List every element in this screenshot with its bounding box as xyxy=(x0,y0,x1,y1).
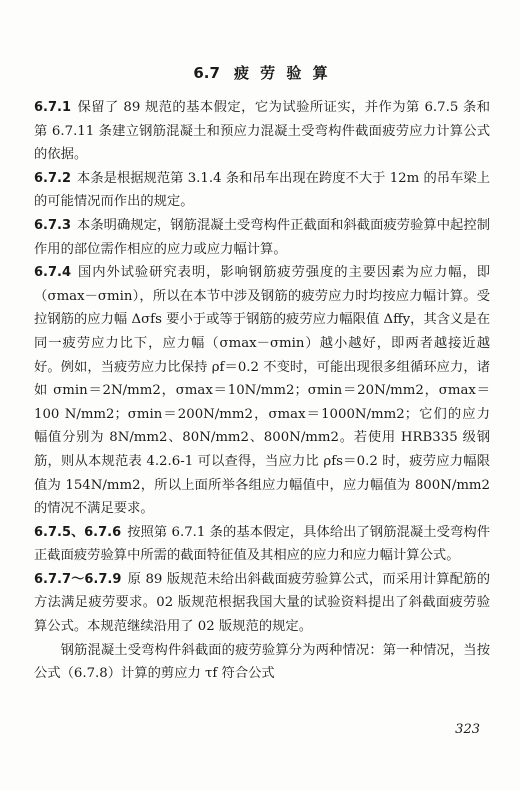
clause-number: 6.7.5、6.7.6 xyxy=(34,524,122,540)
body-text xyxy=(34,96,490,686)
paragraph xyxy=(34,96,490,167)
paragraph xyxy=(34,639,490,686)
clause-number: 6.7.2 xyxy=(34,170,72,186)
page-number: 323 xyxy=(455,722,480,737)
clause-number: 6.7.4 xyxy=(34,265,72,281)
paragraph-text: 保留了 89 规范的基本假定，它为试验所证实，并作为第 6.7.5 条和第 6.7.11 条建立钢筋混凝土和预应力混凝土受弯构件截面疲劳应力计算公式的依据。 xyxy=(34,100,490,163)
section-heading xyxy=(34,62,490,83)
clause-number: 6.7.7～6.7.9 xyxy=(34,571,122,587)
paragraph xyxy=(34,167,490,214)
paragraph xyxy=(34,214,490,261)
paragraph-text: 本条明确规定，钢筋混凝土受弯构件正截面和斜截面疲劳验算中起控制作用的部位需作相应的应力或应力幅计算。 xyxy=(34,217,490,257)
paragraph xyxy=(34,261,490,521)
paragraph xyxy=(34,521,490,568)
paragraph-text: 按照第 6.7.1 条的基本假定，具体给出了钢筋混凝土受弯构件正截面疲劳验算中所需的截面特征值及其相应的应力和应力幅计算公式。 xyxy=(34,524,490,564)
paragraph-text: 本条是根据规范第 3.1.4 条和吊车出现在跨度不大于 12m 的吊车梁上的可能情况而作出的规定。 xyxy=(34,170,490,210)
section-title: 疲 劳 验 算 xyxy=(233,64,331,82)
clause-number: 6.7.1 xyxy=(34,100,72,115)
paragraph-text: 国内外试验研究表明，影响钢筋疲劳强度的主要因素为应力幅，即（σmax－σmin），所以在本节中涉及钢筋的疲劳应力时均按应力幅计算。受拉钢筋的应力幅 Δσfs 要小于或等于钢筋的疲劳应力幅限值 Δffy，其含义是在同一疲劳应力比下，应力幅（σmax－σmin）越小越好，即两者越接近越好。例如，当疲劳应力比保持 ρf＝0.2 不变时，可能出现很多组循环应力，诸如 σmin＝2N/mm2，σmax＝10N/mm2；σmin＝20N/mm2，σmax＝100 N/mm2；σmin＝200N/mm2，σmax＝1000N/mm2；它们的应力幅值分别为 8N/mm2、80N/mm2、800N/mm2。若使用 HRB335 级钢筋，则从本规范表 4.2.6-1 可以查得，当应力比 ρfs＝0.2 时，疲劳应力幅限值为 154N/mm2，所以上面所举各组应力幅值中，应力幅值为 800N/mm2 的情况不满足要求。 xyxy=(34,265,490,517)
paragraph-text: 钢筋混凝土受弯构件斜截面的疲劳验算分为两种情况：第一种情况，当按公式（6.7.8）计算的剪应力 τf 符合公式 xyxy=(34,642,490,682)
section-number: 6.7 xyxy=(193,64,220,82)
paragraph-text: 原 89 版规范未给出斜截面疲劳验算公式，而采用计算配筋的方法满足疲劳要求。02 版规范根据我国大量的试验资料提出了斜截面疲劳验算公式。本规范继续沿用了 02 版规范的规定。 xyxy=(34,571,491,635)
clause-number: 6.7.3 xyxy=(34,217,72,233)
paragraph xyxy=(34,568,490,639)
